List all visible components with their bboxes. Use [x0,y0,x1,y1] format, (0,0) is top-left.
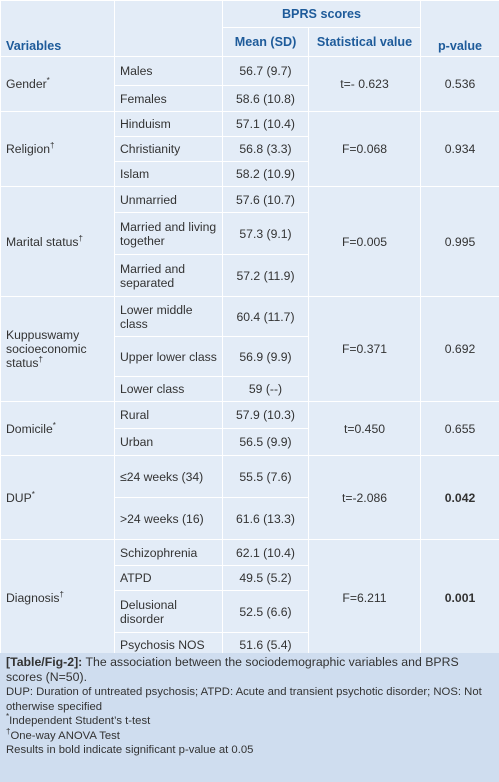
table-row [1,540,499,566]
stat-cell: t=- 0.623 [309,57,421,112]
mean-cell: 56.8 (3.3) [223,137,309,162]
stat-cell: F=0.005 [309,187,421,297]
variable-diagnosis: Diagnosis† [1,540,115,657]
category-cell: Lower middle class [115,297,223,337]
caption-title [6,655,493,685]
p-value-cell: 0.655 [421,402,499,456]
mean-cell: 57.1 (10.4) [223,112,309,137]
variable-dup: DUP* [1,456,115,540]
category-cell: Delusional disorder [115,591,223,633]
mean-cell: 58.6 (10.8) [223,86,309,112]
table-row [1,57,499,86]
category-cell: ATPD [115,566,223,591]
table-row [1,187,499,213]
category-cell: >24 weeks (16) [115,498,223,540]
p-value-cell: 0.536 [421,57,499,112]
category-cell: Females [115,86,223,112]
table-row [1,112,499,137]
mean-cell: 56.7 (9.7) [223,57,309,86]
mean-cell: 49.5 (5.2) [223,566,309,591]
header-variables: Variables [1,1,115,57]
mean-cell: 58.2 (10.9) [223,162,309,187]
category-cell: Hinduism [115,112,223,137]
mean-cell: 61.6 (13.3) [223,498,309,540]
category-cell: Urban [115,429,223,456]
stat-cell: t=-2.086 [309,456,421,540]
footnote-bold-note: Results in bold indicate significant p-value at 0.05 [6,744,254,756]
category-cell: Unmarried [115,187,223,213]
table-row [1,456,499,498]
variable-domicile: Domicile* [1,402,115,456]
mean-cell: 57.3 (9.1) [223,213,309,255]
p-value-cell-significant: 0.001 [421,540,499,657]
variable-religion: Religion† [1,112,115,187]
category-cell: Married and living together [115,213,223,255]
mean-cell: 56.9 (9.9) [223,337,309,377]
caption-abbreviations: DUP: Duration of untreated psychosis; ATPD: Acute and transient psychotic disorder; NOS: Not otherwise specified [6,686,482,713]
footnote-anova: †One-way ANOVA Test [6,726,120,742]
caption-text: The association between the sociodemographic variables and BPRS scores (N=50). [6,655,459,684]
category-cell: Schizophrenia [115,540,223,566]
mean-cell: 57.9 (10.3) [223,402,309,429]
mean-cell: 60.4 (11.7) [223,297,309,337]
p-value-cell: 0.995 [421,187,499,297]
category-cell: Upper lower class [115,337,223,377]
category-cell: Christianity [115,137,223,162]
stat-cell: F=0.371 [309,297,421,402]
mean-cell: 51.6 (5.4) [223,633,309,657]
header-bprs-scores: BPRS scores [223,1,421,28]
category-cell: ≤24 weeks (34) [115,456,223,498]
mean-cell: 55.5 (7.6) [223,456,309,498]
category-cell: Lower class [115,377,223,402]
table-caption [0,653,499,782]
category-cell: Islam [115,162,223,187]
category-cell: Rural [115,402,223,429]
mean-cell: 56.5 (9.9) [223,429,309,456]
header-row-top [1,1,499,28]
header-mean-sd: Mean (SD) [223,28,309,57]
category-cell: Married and separated [115,255,223,297]
header-statistical-value: Statistical value [309,28,421,57]
mean-cell: 59 (--) [223,377,309,402]
category-cell: Males [115,57,223,86]
variable-gender: Gender* [1,57,115,112]
stat-cell: F=0.068 [309,112,421,187]
mean-cell: 57.2 (11.9) [223,255,309,297]
p-value-cell: 0.934 [421,112,499,187]
category-cell: Psychosis NOS [115,633,223,657]
variable-kuppuswamy: Kuppuswamy socioeconomic status† [1,297,115,402]
footnote-t-test: *Independent Student’s t-test [6,712,151,727]
header-empty [115,1,223,57]
mean-cell: 57.6 (10.7) [223,187,309,213]
table-row [1,402,499,429]
p-value-cell: 0.692 [421,297,499,402]
p-value-cell-significant: 0.042 [421,456,499,540]
stat-cell: t=0.450 [309,402,421,456]
stat-cell: F=6.211 [309,540,421,657]
caption-tag: [Table/Fig-2]: [6,655,83,669]
header-p-value: p-value [421,1,499,57]
variable-marital-status: Marital status† [1,187,115,297]
mean-cell: 62.1 (10.4) [223,540,309,566]
table-row [1,297,499,337]
mean-cell: 52.5 (6.6) [223,591,309,633]
